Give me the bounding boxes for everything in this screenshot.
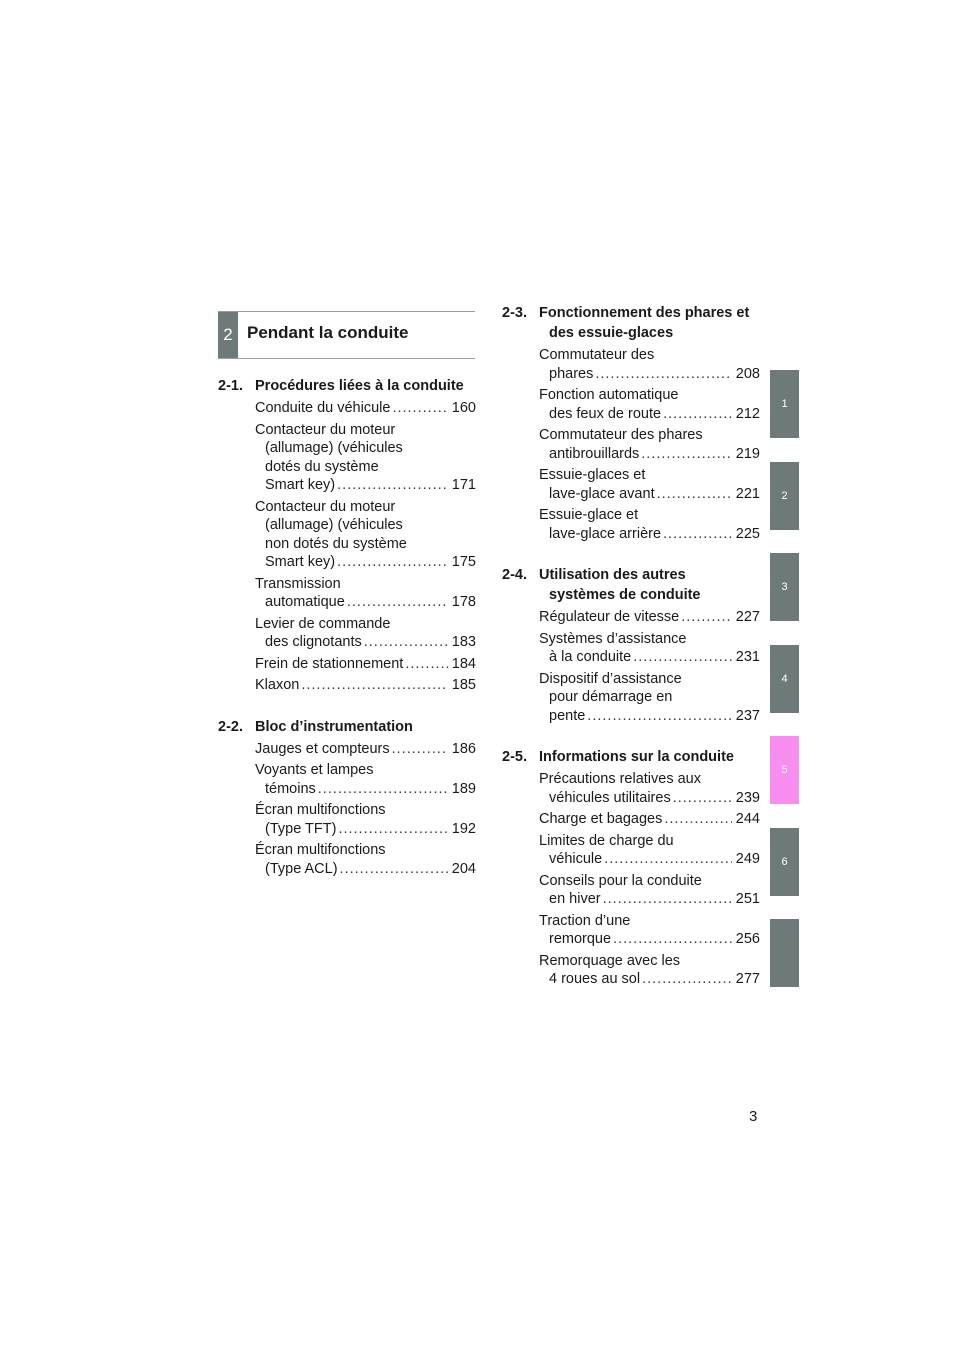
- dot-leader: [673, 789, 732, 808]
- entry-text: Charge et bagages: [539, 811, 663, 827]
- entry-page: 160: [451, 400, 476, 416]
- toc-entry[interactable]: [539, 912, 760, 949]
- entry-line: [255, 399, 476, 418]
- section-title: Bloc d’instrumentation: [255, 718, 413, 735]
- toc-entry[interactable]: [255, 575, 476, 612]
- section-number: 2-3.: [502, 305, 527, 321]
- dot-leader: [664, 810, 731, 829]
- entry-text: lave-glace arrière: [549, 525, 662, 542]
- entry-page: 244: [735, 811, 760, 827]
- dot-leader: [337, 553, 448, 572]
- dot-leader: [338, 820, 447, 839]
- entry-line: [539, 485, 760, 504]
- entry-line: [539, 405, 760, 424]
- toc-entry[interactable]: [255, 801, 476, 838]
- entry-line: [539, 365, 760, 384]
- toc-entry[interactable]: [255, 761, 476, 798]
- entry-line: [539, 608, 760, 627]
- chapter-header: [218, 311, 475, 359]
- entry-page: 175: [451, 554, 476, 570]
- entry-text: véhicules utilitaires: [549, 789, 671, 806]
- chapter-tab[interactable]: 1: [770, 370, 799, 438]
- toc-entry[interactable]: [255, 740, 476, 759]
- entry-page: 219: [735, 445, 760, 462]
- entry-page: 221: [735, 485, 760, 502]
- section-number: 2-2.: [218, 718, 243, 735]
- chapter-tab[interactable]: 5: [770, 736, 799, 804]
- entry-line: [255, 655, 476, 674]
- entry-line: [255, 553, 476, 572]
- entry-page: 277: [735, 971, 760, 987]
- entry-line: [255, 633, 476, 652]
- entry-line: [255, 740, 476, 759]
- entry-page: 249: [735, 851, 760, 867]
- entry-page: 192: [451, 820, 476, 837]
- section-title: Procédures liées à la conduite: [255, 378, 464, 394]
- dot-leader: [364, 633, 448, 652]
- entry-text: Limites de charge du: [539, 832, 674, 849]
- entry-line: [255, 676, 476, 695]
- section-number: 2-1.: [218, 378, 243, 394]
- entry-page: 237: [735, 707, 760, 724]
- entry-text: dotés du système: [265, 458, 379, 475]
- entry-text: en hiver: [549, 891, 601, 907]
- entry-text: antibrouillards: [549, 445, 640, 462]
- dot-leader: [642, 970, 732, 989]
- chapter-tab[interactable]: 2: [770, 462, 799, 530]
- entry-text: Smart key): [265, 554, 336, 570]
- toc-entry[interactable]: [539, 608, 760, 627]
- section-heading: [502, 747, 760, 767]
- entry-text: non dotés du système: [265, 535, 407, 552]
- dot-leader: [587, 707, 732, 726]
- section-number: 2-5.: [502, 749, 527, 765]
- entry-page: 212: [735, 405, 760, 422]
- entry-text: Contacteur du moteur: [255, 498, 396, 515]
- entry-text: Transmission: [255, 575, 341, 592]
- entry-text: Précautions relatives aux: [539, 771, 701, 787]
- chapter-title: Pendant la conduite: [247, 323, 409, 342]
- entry-page: 251: [735, 891, 760, 907]
- entry-line: [539, 810, 760, 829]
- entry-line: [255, 820, 476, 839]
- entry-text: Essuie-glaces et: [539, 467, 646, 483]
- dot-leader: [595, 365, 731, 384]
- toc-entry[interactable]: [539, 466, 760, 503]
- entry-text: pente: [549, 707, 586, 724]
- entry-text: phares: [549, 365, 594, 382]
- toc-section: [218, 376, 476, 695]
- toc-section: [218, 717, 476, 879]
- entry-text: Systèmes d’assistance: [539, 630, 687, 647]
- entry-text: (allumage) (véhicules: [265, 517, 403, 533]
- toc-entry[interactable]: [539, 770, 760, 807]
- entry-text: véhicule: [549, 851, 603, 867]
- section-title: Fonctionnement des phares et: [539, 305, 750, 321]
- entry-text: Conseils pour la conduite: [539, 872, 702, 889]
- entry-text: Dispositif d’assistance: [539, 670, 682, 687]
- entry-page: 231: [735, 649, 760, 665]
- dot-leader: [392, 740, 448, 759]
- toc-entry[interactable]: [539, 506, 760, 543]
- toc-entry[interactable]: [539, 426, 760, 463]
- entry-text: Klaxon: [255, 677, 300, 693]
- dot-leader: [392, 399, 447, 418]
- section-heading: [502, 303, 760, 343]
- entry-line: [255, 593, 476, 612]
- entry-page: 204: [451, 860, 476, 877]
- entry-text: Jauges et compteurs: [255, 740, 390, 757]
- dot-leader: [641, 445, 732, 464]
- entry-text: Traction d’une: [539, 912, 631, 929]
- toc-entry[interactable]: [539, 832, 760, 869]
- entry-line: [539, 789, 760, 808]
- toc-entry[interactable]: [255, 841, 476, 878]
- entry-text: Levier de commande: [255, 615, 391, 632]
- entry-text: Essuie-glace et: [539, 507, 639, 523]
- dot-leader: [657, 485, 732, 504]
- dot-leader: [347, 593, 448, 612]
- entry-page: 186: [451, 740, 476, 757]
- toc-column-left: [218, 376, 476, 900]
- entry-line: [539, 970, 760, 989]
- entry-line: [539, 445, 760, 464]
- entry-text: à la conduite: [549, 649, 632, 665]
- entry-line: [539, 930, 760, 949]
- entry-text: des clignotants: [265, 634, 362, 650]
- entry-text: (allumage) (véhicules: [265, 440, 403, 456]
- dot-leader: [633, 648, 732, 667]
- toc-entry[interactable]: [539, 386, 760, 423]
- section-title: des essuie-glaces: [549, 325, 674, 341]
- entry-page: 189: [451, 780, 476, 797]
- toc-entry[interactable]: [539, 810, 760, 829]
- chapter-tab[interactable]: 3: [770, 553, 799, 621]
- entry-text: 4 roues au sol: [549, 971, 641, 987]
- entry-page: 184: [451, 655, 476, 672]
- toc-entry[interactable]: [539, 670, 760, 726]
- entry-text: des feux de route: [549, 405, 662, 422]
- section-heading: [502, 565, 760, 605]
- entry-line: [539, 648, 760, 667]
- dot-leader: [663, 405, 732, 424]
- entry-text: pour démarrage en: [549, 689, 673, 705]
- toc-section: [502, 565, 760, 725]
- dot-leader: [663, 525, 732, 544]
- section-number: 2-4.: [502, 567, 527, 583]
- entry-text: Commutateur des phares: [539, 427, 703, 443]
- entry-line: [255, 860, 476, 879]
- entry-text: Contacteur du moteur: [255, 421, 396, 438]
- section-heading: [218, 717, 476, 737]
- entry-text: Remorquage avec les: [539, 952, 681, 969]
- dot-leader: [613, 930, 732, 949]
- section-title: Utilisation des autres: [539, 567, 686, 583]
- entry-text: (Type TFT): [265, 820, 337, 837]
- toc-entry[interactable]: [539, 346, 760, 383]
- dot-leader: [301, 676, 447, 695]
- entry-page: 256: [735, 931, 760, 947]
- toc-entry[interactable]: [255, 498, 476, 572]
- chapter-tab[interactable]: [770, 919, 799, 987]
- chapter-tab[interactable]: 6: [770, 828, 799, 896]
- toc-entry[interactable]: [539, 952, 760, 989]
- entry-text: remorque: [549, 931, 612, 947]
- entry-page: 171: [451, 477, 476, 493]
- entry-page: 239: [735, 789, 760, 806]
- toc-entry[interactable]: [255, 421, 476, 495]
- entry-line: [539, 850, 760, 869]
- toc-entry[interactable]: [255, 615, 476, 652]
- entry-text: Smart key): [265, 477, 336, 493]
- dot-leader: [405, 655, 447, 674]
- entry-page: 178: [451, 594, 476, 610]
- entry-text: Fonction automatique: [539, 387, 679, 403]
- toc-entry[interactable]: [255, 399, 476, 418]
- chapter-number: 2: [218, 312, 238, 358]
- entry-line: [539, 707, 760, 726]
- toc-entry[interactable]: [539, 630, 760, 667]
- entry-text: Conduite du véhicule: [255, 400, 391, 416]
- entry-text: Frein de stationnement: [255, 655, 404, 672]
- entry-text: Régulateur de vitesse: [539, 609, 680, 625]
- toc-section: [502, 747, 760, 989]
- entry-page: 185: [451, 677, 476, 693]
- entry-text: automatique: [265, 594, 345, 610]
- section-heading: [218, 376, 476, 396]
- entry-text: témoins: [265, 780, 316, 797]
- dot-leader: [340, 860, 448, 879]
- toc-column-right: [502, 303, 760, 1011]
- dot-leader: [604, 850, 732, 869]
- toc-entry[interactable]: [255, 655, 476, 674]
- entry-text: Écran multifonctions: [255, 802, 386, 818]
- entry-text: Écran multifonctions: [255, 842, 386, 858]
- section-title: systèmes de conduite: [549, 587, 701, 603]
- entry-line: [539, 890, 760, 909]
- section-title: Informations sur la conduite: [539, 749, 734, 765]
- entry-page: 227: [735, 609, 760, 625]
- toc-entry[interactable]: [255, 676, 476, 695]
- toc-entry[interactable]: [539, 872, 760, 909]
- entry-line: [255, 780, 476, 799]
- entry-line: [539, 525, 760, 544]
- entry-text: Commutateur des: [539, 347, 655, 363]
- entry-page: 208: [735, 365, 760, 382]
- entry-text: Voyants et lampes: [255, 762, 374, 778]
- dot-leader: [681, 608, 732, 627]
- entry-text: (Type ACL): [265, 860, 338, 877]
- toc-section: [502, 303, 760, 543]
- page-number: 3: [749, 1108, 758, 1125]
- dot-leader: [337, 476, 448, 495]
- entry-page: 225: [735, 525, 760, 542]
- entry-text: lave-glace avant: [549, 485, 655, 502]
- entry-line: [255, 476, 476, 495]
- dot-leader: [318, 780, 448, 799]
- dot-leader: [603, 890, 732, 909]
- entry-page: 183: [451, 634, 476, 650]
- chapter-tab[interactable]: 4: [770, 645, 799, 713]
